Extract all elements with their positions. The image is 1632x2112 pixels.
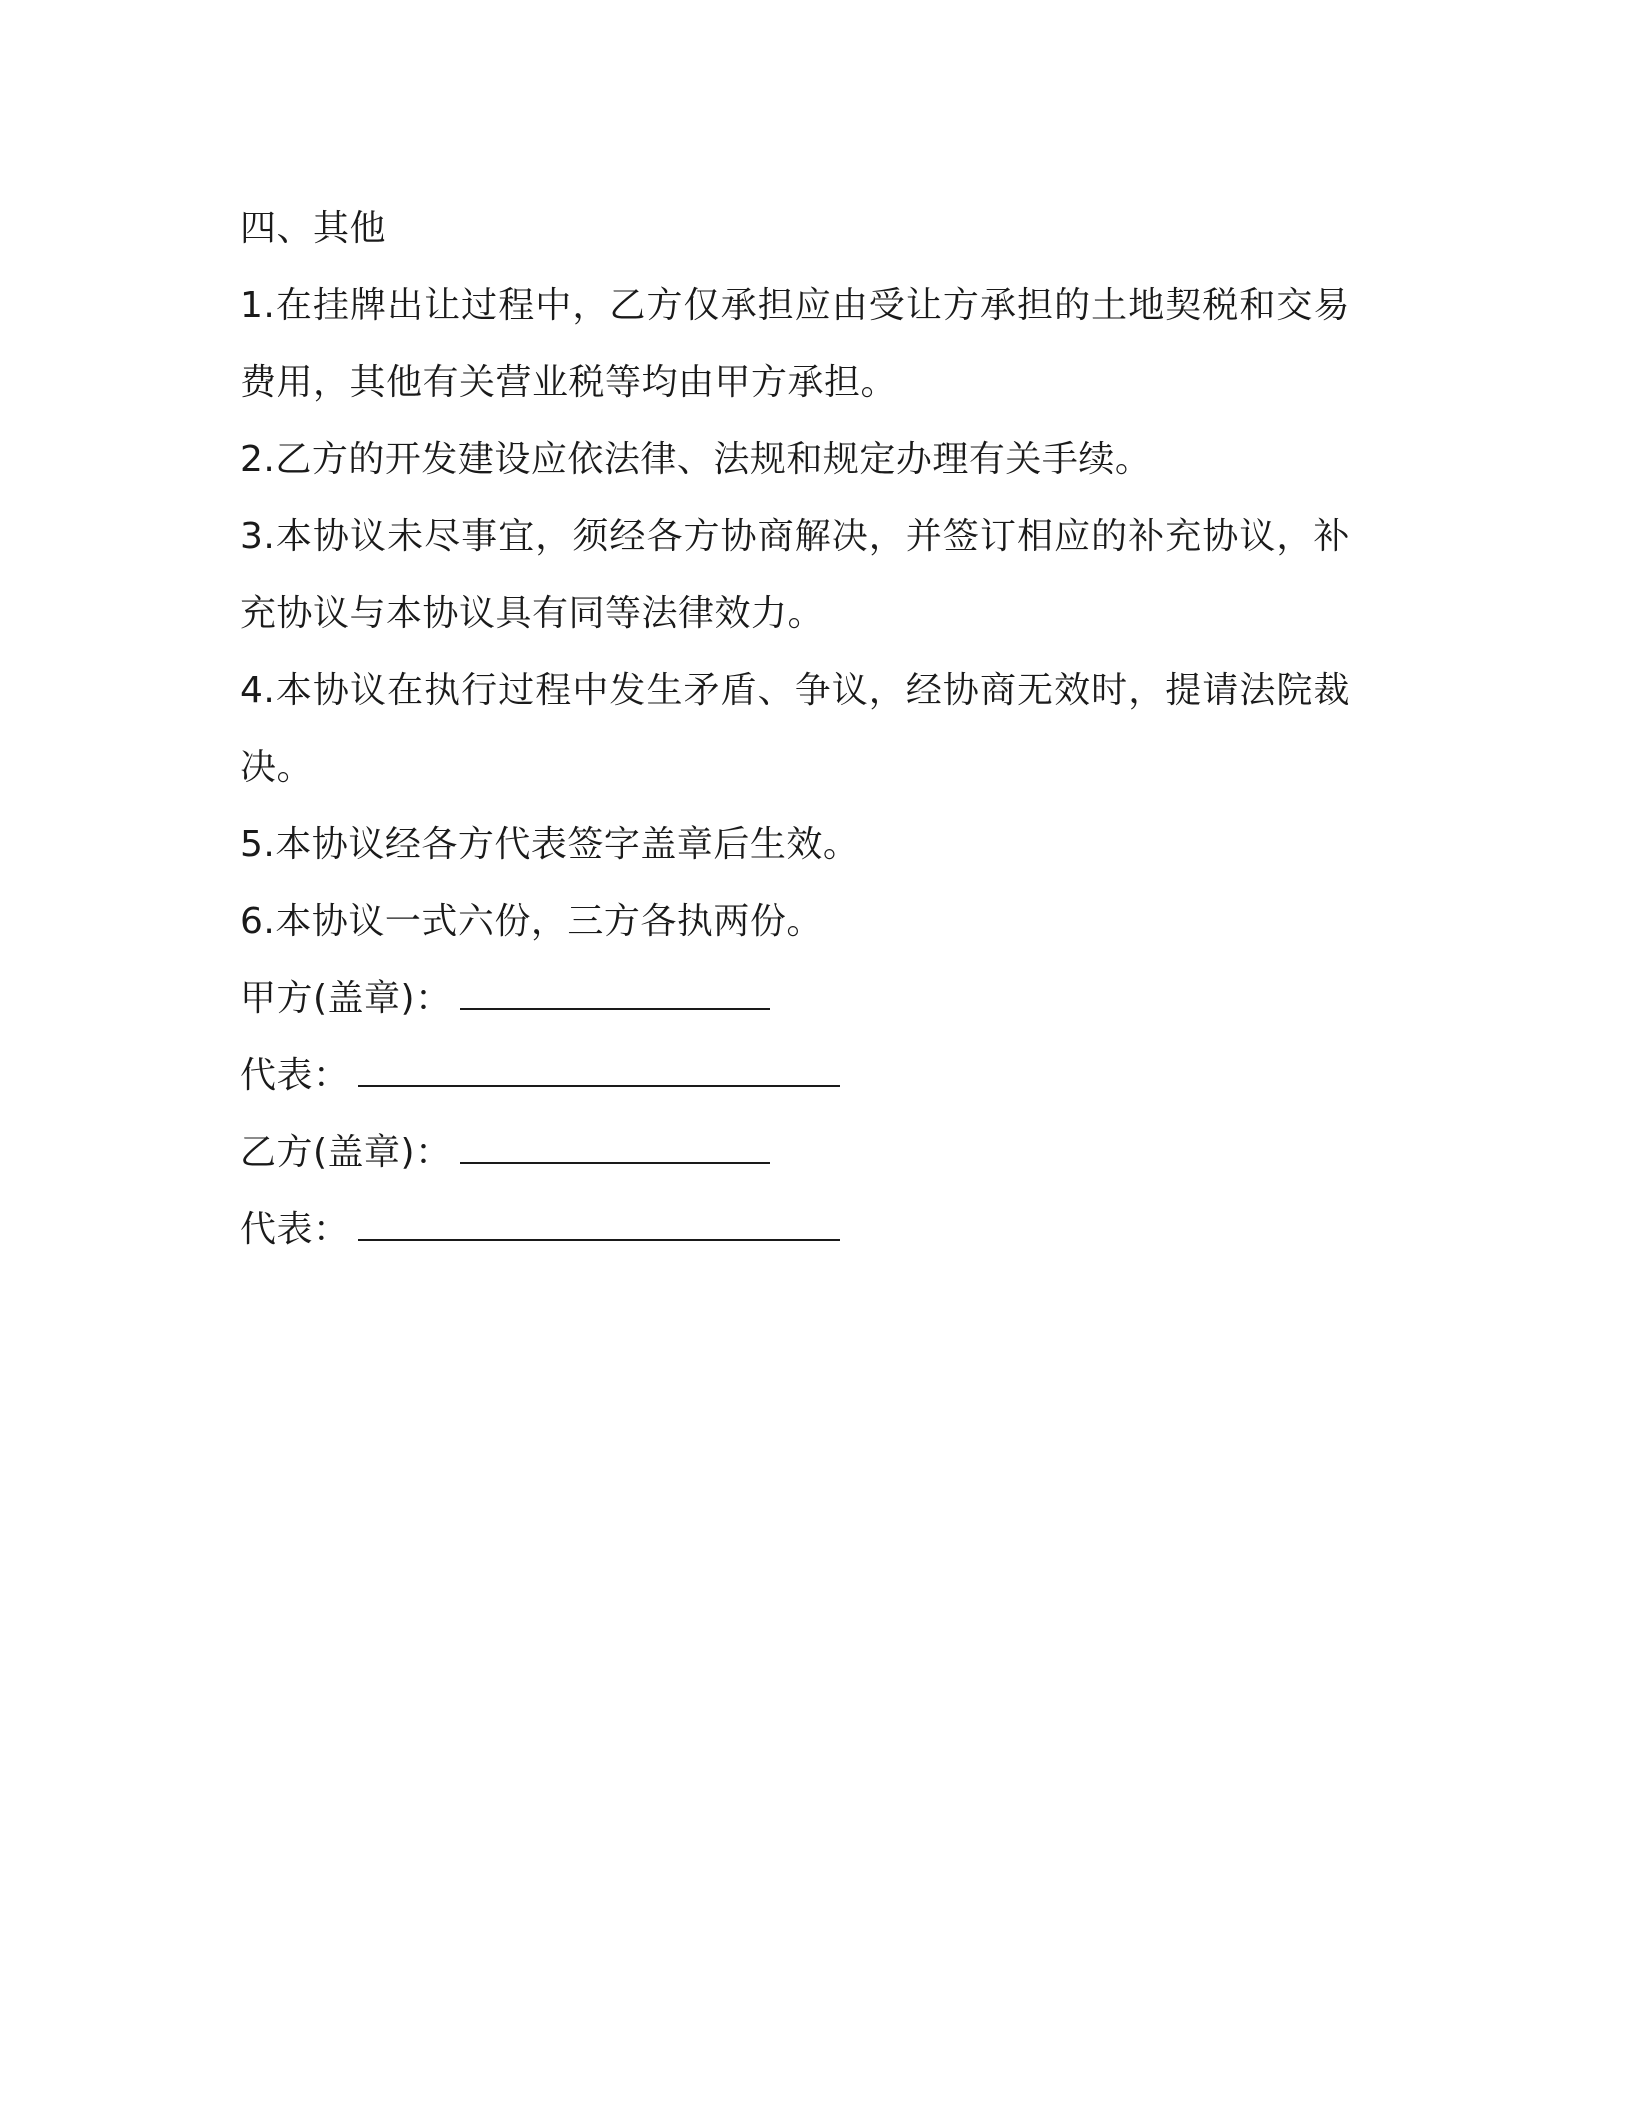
party-a-rep-label: 代表： xyxy=(240,1055,350,1096)
party-b-signature-line[interactable] xyxy=(460,1118,770,1164)
clause-6: 6.本协议一式六份，三方各执两份。 xyxy=(240,901,823,942)
party-a-label: 甲方(盖章)： xyxy=(240,978,452,1019)
party-b-rep-label: 代表： xyxy=(240,1209,350,1250)
clause-4: 4.本协议在执行过程中发生矛盾、争议，经协商无效时，提请法院裁决。 xyxy=(240,670,1350,788)
signature-party-a-rep xyxy=(240,1037,1360,1114)
document-body xyxy=(240,190,1360,1268)
section-heading: 四、其他 xyxy=(240,208,387,249)
clause-3: 3.本协议未尽事宜，须经各方协商解决，并签订相应的补充协议，补充协议与本协议具有同等法律效力。 xyxy=(240,516,1350,634)
party-a-signature-line[interactable] xyxy=(460,964,770,1010)
signature-party-b xyxy=(240,1114,1360,1191)
party-b-rep-signature-line[interactable] xyxy=(358,1195,840,1241)
clause-1: 1.在挂牌出让过程中，乙方仅承担应由受让方承担的土地契税和交易费用，其他有关营业税等均由甲方承担。 xyxy=(240,285,1350,403)
signature-party-a xyxy=(240,960,1360,1037)
clause-5: 5.本协议经各方代表签字盖章后生效。 xyxy=(240,824,860,865)
party-b-label: 乙方(盖章)： xyxy=(240,1132,452,1173)
signature-party-b-rep xyxy=(240,1191,1360,1268)
clause-2: 2.乙方的开发建设应依法律、法规和规定办理有关手续。 xyxy=(240,439,1152,480)
party-a-rep-signature-line[interactable] xyxy=(358,1041,840,1087)
